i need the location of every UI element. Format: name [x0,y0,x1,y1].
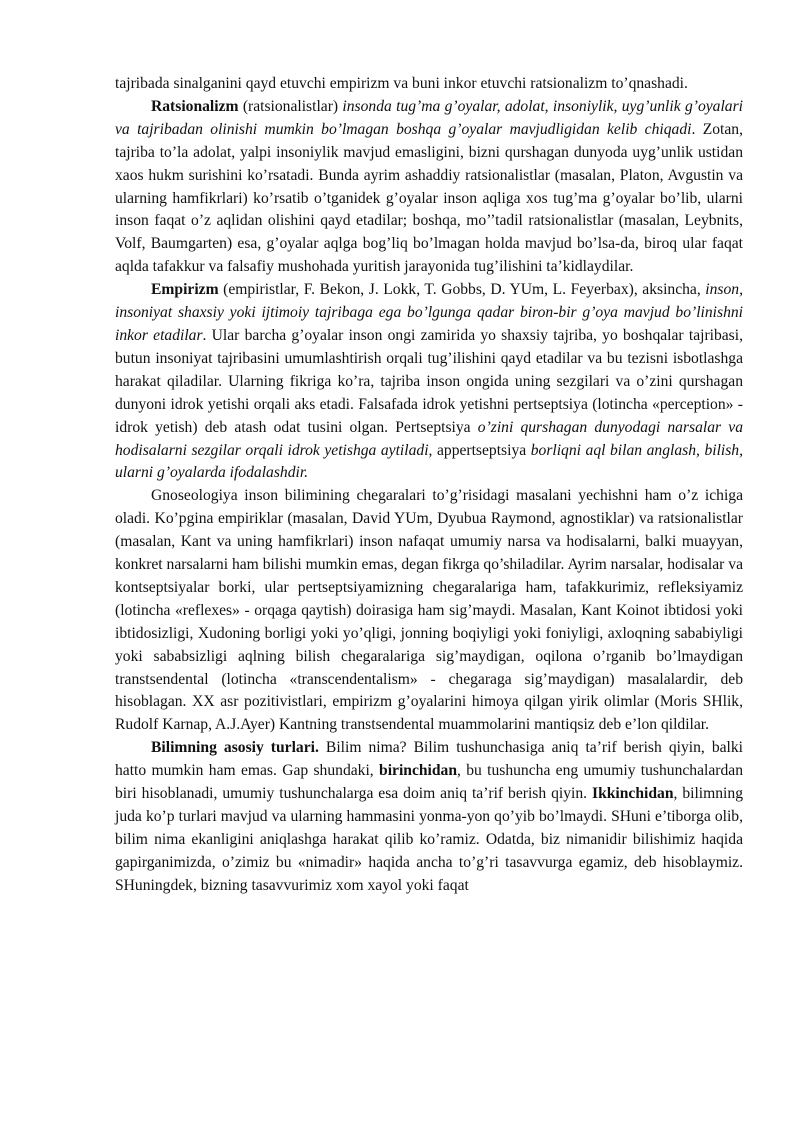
document-page [115,73,743,898]
text-run: , bilimning juda ko’p turlari mavjud va ularning hammasini yonma-yon qo’yib bo’lmaydi. SHuni e’tiborga olib, bilim nima ekanligini aniqlashga harakat qilib ko’ramiz. Odatda, biz nimanidir bilishimiz haqida gapirganimizda, o’zimiz bu «nimadir» haqida ancha to’g’ri tasavvurga egamiz, deb hisoblaymiz. SHuningdek, bizning tasavvurimiz xom xayol yoki faqat [115,785,743,894]
text-run: . Ular barcha g’oyalar inson ongi zamirida yo shaxsiy tajriba, yo boshqalar tajribasi, butun insoniyat tajribasini umumlashtirish orqali tug’ilishini qayd etadilar va bu tezisni isbotlashga harakat qiladilar. Ularning fikriga ko’ra, tajriba inson ongida uning sezgilari va o’zini qurshagan dunyoni idrok yetishi orqali aks etadi. Falsafada idrok yetishni pertseptsiya (lotincha «perception» - idrok yetish) deb atash odat tusini olgan. Pertseptsiya [115,326,743,436]
text-run: (empiristlar, F. Bekon, J. Lokk, T. Gobbs, D. YUm, L. Feyerbax), aksincha, [218,281,706,299]
term-ikkinchidan: Ikkinchidan [592,785,674,803]
text-run: , appertseptsiya [428,441,531,459]
paragraph-empirizm [115,279,743,485]
text-run: Bilim nima? Bilim tushunchasiga aniq ta’rif berish qiyin, balki hatto mumkin ham emas. Gap shundaki, [115,739,743,780]
term-empirizm: Empirizm [151,281,219,299]
term-birinchidan: birinchidan [379,762,458,780]
italic-definition: o’zini qurshagan dunyodagi narsalar va hodisalarni sezgilar orqali idrok yetishga aytiladi [115,418,743,459]
paragraph-intro [115,73,743,96]
text-run: (ratsionalistlar) [238,97,343,115]
section-heading: Bilimning asosiy turlari. [151,739,319,757]
paragraph-gnoseologiya [115,485,743,737]
text-run: . Zotan, tajriba to’la adolat, yalpi insoniylik mavjud emasligini, bizni qurshagan dunyoda uyg’unlik ustidan xaos hukm surishini ko’rsatadi. Bunda ayrim ashaddiy ratsionalistlar (masalan, Platon, Avgustin va ularning hamfikrlari) ko’rsatib o’tganidek g’oyalar inson aqliga xos tug’ma g’oyalar bo’lib, ularni inson faqat o’z aqlidan olishini qayd etadilar; boshqa, mo’’tadil ratsionalistlar (masalan, Leybnits, Volf, Baumgarten) esa, g’oyalar aqlga bog’liq bo’lmagan holda mavjud bo’lsa-da, biroq ular faqat aqlda tafakkur va falsafiy mushohada yuritish jarayonida tug’ilishini ta’kidlaydilar. [115,120,743,276]
text-run: , bu tushuncha eng umumiy tushunchalardan biri hisoblanadi, umumiy tushunchalarga esa doim aniq ta’rif berish qiyin. [115,762,743,803]
italic-definition: borliqni aql bilan anglash, bilish, ularni g’oyalarda ifodalashdir. [115,441,743,482]
term-ratsionalizm: Ratsionalizm [151,97,239,115]
text-run: Gnoseologiya inson bilimining chegaralari to’g’risidagi masalani yechishni ham o’z ichiga oladi. Ko’pgina empiriklar (masalan, David YUm, Dyubua Raymond, agnostiklar) va ratsionalistlar (masalan, Kant va uning hamfikrlari) inson nafaqat umumiy narsa va hodisalarni, balki muayyan, konkret narsalarni ham bilishi mumkin emas, degan fikrga qo’shiladilar. Ayrim narsalar, hodisalar va kontseptsiyalar borki, ular pertseptsiyamizning chegaralariga ham, tafakkurimiz, refleksiyamiz (lotincha «reflexes» - orqaga qaytish) doirasiga ham sig’maydi. Masalan, Kant Koinot ibtidosi yoki ibtidosizligi, Xudoning borligi yoki yo’qligi, jonning boqiyligi yoki foniyligi, axloqning sababiyligi yoki sababsizligi aqlning bilish chegaralariga sig’maydigan, oqilona o’rganib bo’lmaydigan transtsendental (lotincha «transcendentalism» - chegaraga sig’maydigan) masalalardir, deb hisoblagan. XX asr pozitivistlari, empirizm g’oyalarini himoya qilgan yirik olimlar (Moris SHlik, Rudolf Karnap, A.J.Ayer) Kantning transtsendental muammolarini mantiqsiz deb e’lon qildilar. [115,487,743,734]
text-run: tajribada sinalganini qayd etuvchi empirizm va buni inkor etuvchi ratsionalizm to’qnashadi. [115,75,688,92]
paragraph-bilim-turlari [115,737,743,897]
italic-definition: insonda tug’ma g’oyalar, adolat, insoniylik, uyg’unlik g’oyalari va tajribadan olinishi mumkin bo’lmagan boshqa g’oyalar mavjudligidan kelib chiqadi [115,97,744,138]
italic-definition: inson, insoniyat shaxsiy yoki ijtimoiy tajribaga ega bo’lgunga qadar biron-bir g’oya mavjud bo’linishni inkor etadilar [115,281,743,344]
paragraph-ratsionalizm [115,96,743,279]
